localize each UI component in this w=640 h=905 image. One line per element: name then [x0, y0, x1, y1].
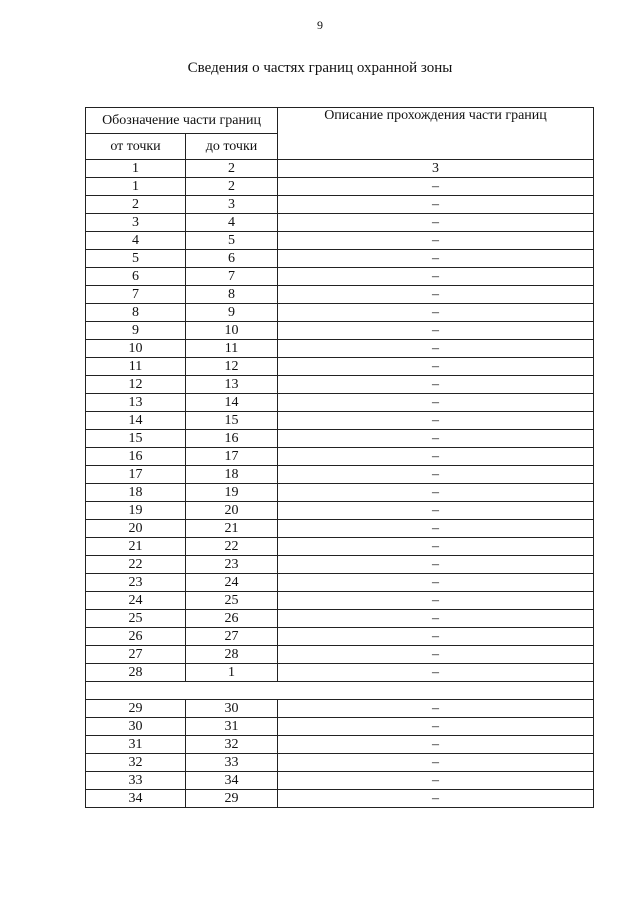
- table-row: [86, 340, 594, 358]
- table-row: [86, 394, 594, 412]
- cell-from-point: 3: [86, 214, 186, 232]
- cell-to-point: 7: [186, 268, 278, 286]
- table-row: [86, 322, 594, 340]
- table-row: [86, 214, 594, 232]
- cell-from-point: 14: [86, 412, 186, 430]
- cell-description: –: [278, 412, 594, 430]
- cell-from-point: 19: [86, 502, 186, 520]
- cell-from-point: 15: [86, 430, 186, 448]
- table-row: [86, 502, 594, 520]
- cell-to-point: 9: [186, 304, 278, 322]
- cell-description: –: [278, 502, 594, 520]
- cell-from-point: 31: [86, 736, 186, 754]
- table-row: [86, 556, 594, 574]
- cell-to-point: 24: [186, 574, 278, 592]
- cell-description: –: [278, 772, 594, 790]
- cell-to-point: 12: [186, 358, 278, 376]
- cell-description: –: [278, 574, 594, 592]
- table-row: [86, 430, 594, 448]
- cell-description: –: [278, 466, 594, 484]
- boundary-parts-table: [85, 107, 594, 808]
- header-from-point: от точки: [86, 134, 186, 160]
- cell-to-point: 11: [186, 340, 278, 358]
- cell-to-point: 2: [186, 178, 278, 196]
- table-row: [86, 646, 594, 664]
- table-row: [86, 358, 594, 376]
- cell-description: –: [278, 484, 594, 502]
- cell-to-point: 23: [186, 556, 278, 574]
- cell-to-point: 4: [186, 214, 278, 232]
- cell-to-point: 17: [186, 448, 278, 466]
- table-row: [86, 538, 594, 556]
- header-description: Описание прохождения части границ: [278, 108, 594, 160]
- cell-to-point: 19: [186, 484, 278, 502]
- cell-from-point: 26: [86, 628, 186, 646]
- column-number-3: 3: [278, 160, 594, 178]
- cell-to-point: 6: [186, 250, 278, 268]
- cell-description: –: [278, 430, 594, 448]
- section-2-rows: [86, 700, 594, 808]
- cell-to-point: 21: [186, 520, 278, 538]
- cell-from-point: 25: [86, 610, 186, 628]
- cell-from-point: 17: [86, 466, 186, 484]
- cell-to-point: 8: [186, 286, 278, 304]
- cell-from-point: 22: [86, 556, 186, 574]
- cell-from-point: 1: [86, 178, 186, 196]
- cell-description: –: [278, 304, 594, 322]
- table-row: [86, 232, 594, 250]
- cell-description: –: [278, 250, 594, 268]
- table-row: [86, 178, 594, 196]
- table-row: [86, 664, 594, 682]
- cell-description: –: [278, 520, 594, 538]
- cell-from-point: 10: [86, 340, 186, 358]
- cell-description: –: [278, 664, 594, 682]
- cell-description: –: [278, 790, 594, 808]
- cell-description: –: [278, 340, 594, 358]
- cell-from-point: 33: [86, 772, 186, 790]
- cell-description: –: [278, 700, 594, 718]
- cell-to-point: 18: [186, 466, 278, 484]
- cell-from-point: 2: [86, 196, 186, 214]
- cell-from-point: 21: [86, 538, 186, 556]
- cell-to-point: 26: [186, 610, 278, 628]
- cell-description: –: [278, 736, 594, 754]
- cell-description: –: [278, 214, 594, 232]
- cell-to-point: 30: [186, 700, 278, 718]
- cell-description: –: [278, 376, 594, 394]
- cell-from-point: 27: [86, 646, 186, 664]
- cell-description: –: [278, 322, 594, 340]
- cell-from-point: 29: [86, 700, 186, 718]
- cell-description: –: [278, 232, 594, 250]
- column-number-2: 2: [186, 160, 278, 178]
- cell-from-point: 34: [86, 790, 186, 808]
- cell-description: –: [278, 628, 594, 646]
- cell-to-point: 32: [186, 736, 278, 754]
- cell-to-point: 28: [186, 646, 278, 664]
- page-number: 9: [317, 18, 323, 32]
- cell-from-point: 4: [86, 232, 186, 250]
- cell-description: –: [278, 448, 594, 466]
- cell-from-point: 18: [86, 484, 186, 502]
- cell-from-point: 23: [86, 574, 186, 592]
- cell-from-point: 12: [86, 376, 186, 394]
- cell-from-point: 28: [86, 664, 186, 682]
- table-row: [86, 412, 594, 430]
- cell-to-point: 29: [186, 790, 278, 808]
- cell-to-point: 34: [186, 772, 278, 790]
- header-to-point: до точки: [186, 134, 278, 160]
- cell-description: –: [278, 556, 594, 574]
- table-row: [86, 448, 594, 466]
- cell-to-point: 20: [186, 502, 278, 520]
- cell-to-point: 1: [186, 664, 278, 682]
- document-title: Сведения о частях границ охранной зоны: [187, 60, 453, 76]
- cell-from-point: 20: [86, 520, 186, 538]
- cell-description: –: [278, 358, 594, 376]
- table-row: [86, 268, 594, 286]
- cell-from-point: 16: [86, 448, 186, 466]
- cell-description: –: [278, 286, 594, 304]
- section-separator: [86, 682, 594, 700]
- table-row: [86, 304, 594, 322]
- table-row: [86, 574, 594, 592]
- cell-description: –: [278, 610, 594, 628]
- table-row: [86, 466, 594, 484]
- header-boundary-designation: Обозначение части границ: [86, 108, 278, 134]
- cell-to-point: 10: [186, 322, 278, 340]
- cell-from-point: 24: [86, 592, 186, 610]
- table-row: [86, 610, 594, 628]
- cell-description: –: [278, 178, 594, 196]
- cell-to-point: 25: [186, 592, 278, 610]
- table-row: [86, 628, 594, 646]
- cell-description: –: [278, 754, 594, 772]
- cell-from-point: 8: [86, 304, 186, 322]
- cell-description: –: [278, 538, 594, 556]
- table-row: [86, 250, 594, 268]
- cell-description: –: [278, 268, 594, 286]
- section-1-rows: [86, 178, 594, 682]
- cell-to-point: 27: [186, 628, 278, 646]
- cell-description: –: [278, 718, 594, 736]
- table-row: [86, 376, 594, 394]
- cell-description: –: [278, 646, 594, 664]
- cell-from-point: 32: [86, 754, 186, 772]
- table-row: [86, 772, 594, 790]
- cell-from-point: 30: [86, 718, 186, 736]
- cell-to-point: 15: [186, 412, 278, 430]
- cell-description: –: [278, 592, 594, 610]
- table-row: [86, 736, 594, 754]
- cell-from-point: 9: [86, 322, 186, 340]
- column-number-1: 1: [86, 160, 186, 178]
- cell-from-point: 5: [86, 250, 186, 268]
- cell-to-point: 22: [186, 538, 278, 556]
- table-row: [86, 520, 594, 538]
- cell-description: –: [278, 394, 594, 412]
- cell-to-point: 5: [186, 232, 278, 250]
- separator-row: [86, 682, 594, 700]
- table-row: [86, 484, 594, 502]
- cell-to-point: 3: [186, 196, 278, 214]
- cell-from-point: 6: [86, 268, 186, 286]
- table-row: [86, 700, 594, 718]
- table-row: [86, 790, 594, 808]
- table-row: [86, 196, 594, 214]
- table-row: [86, 754, 594, 772]
- table-row: [86, 592, 594, 610]
- cell-from-point: 7: [86, 286, 186, 304]
- cell-description: –: [278, 196, 594, 214]
- cell-to-point: 13: [186, 376, 278, 394]
- cell-from-point: 13: [86, 394, 186, 412]
- table-row: [86, 718, 594, 736]
- cell-to-point: 16: [186, 430, 278, 448]
- table-row: [86, 286, 594, 304]
- cell-to-point: 33: [186, 754, 278, 772]
- cell-to-point: 31: [186, 718, 278, 736]
- cell-to-point: 14: [186, 394, 278, 412]
- cell-from-point: 11: [86, 358, 186, 376]
